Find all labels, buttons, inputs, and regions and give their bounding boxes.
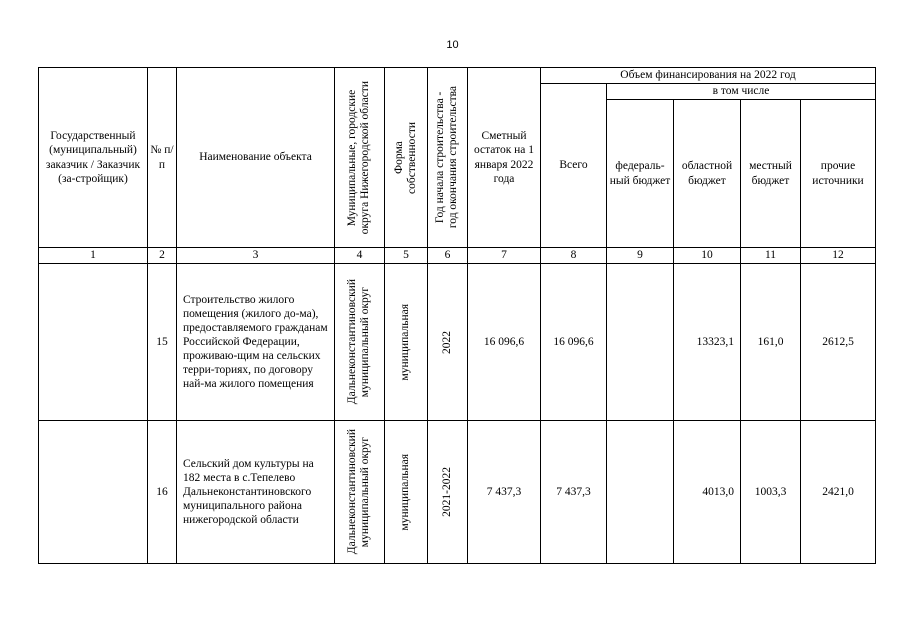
header-municipality-line1: Муниципальные, городские — [346, 89, 359, 226]
column-index: 4 — [335, 248, 385, 264]
column-index: 8 — [541, 248, 607, 264]
page-number: 10 — [446, 39, 459, 51]
header-local: местный бюджет — [741, 100, 801, 248]
cell-num: 16 — [148, 421, 177, 564]
cell-ownership-text: муниципальная — [399, 453, 412, 531]
column-index: 7 — [468, 248, 541, 264]
column-index: 2 — [148, 248, 177, 264]
column-index: 3 — [177, 248, 335, 264]
header-years-line2: год окончания строительства — [447, 86, 460, 229]
cell-customer — [39, 264, 148, 421]
cell-customer — [39, 421, 148, 564]
cell-years-text: 2022 — [440, 330, 453, 354]
header-municipality — [335, 68, 385, 248]
column-index: 10 — [674, 248, 741, 264]
header-federal: федераль-ный бюджет — [607, 100, 674, 248]
header-object-name: Наименование объекта — [177, 68, 335, 248]
cell-num: 15 — [148, 264, 177, 421]
cell-ownership — [385, 421, 428, 564]
cell-years — [428, 421, 468, 564]
cell-object-name: Сельский дом культуры на 182 места в с.Тепелево Дальнеконстантиновского муниципального района нижегородской области — [177, 421, 335, 564]
table-row — [39, 264, 876, 421]
cell-local: 161,0 — [741, 264, 801, 421]
header-total: Всего — [541, 84, 607, 248]
header-municipality-line2: округа Нижегородской области — [359, 80, 372, 235]
cell-other: 2421,0 — [801, 421, 876, 564]
cell-estimated-balance: 7 437,3 — [468, 421, 541, 564]
column-index: 6 — [428, 248, 468, 264]
cell-municipality-line2: муниципальный округ — [359, 436, 372, 548]
cell-ownership-text: муниципальная — [399, 303, 412, 381]
header-ownership — [385, 68, 428, 248]
header-customer: Государственный (муниципальный) заказчик / Заказчик (за-стройщик) — [39, 68, 148, 248]
cell-total: 7 437,3 — [541, 421, 607, 564]
header-years — [428, 68, 468, 248]
column-index: 12 — [801, 248, 876, 264]
column-index: 11 — [741, 248, 801, 264]
cell-municipality-line1: Дальнеконстантиновский — [346, 429, 359, 555]
header-ownership-line2: собственности — [406, 121, 418, 194]
cell-regional: 4013,0 — [674, 421, 741, 564]
header-regional: областной бюджет — [674, 100, 741, 248]
column-index: 9 — [607, 248, 674, 264]
cell-years — [428, 264, 468, 421]
column-index: 1 — [39, 248, 148, 264]
cell-total: 16 096,6 — [541, 264, 607, 421]
investment-table — [38, 67, 876, 564]
cell-municipality — [335, 264, 385, 421]
header-including: в том числе — [607, 84, 876, 100]
column-index-row — [39, 248, 876, 264]
header-ownership-line1: Форма — [392, 141, 405, 174]
cell-federal — [607, 264, 674, 421]
table-row — [39, 421, 876, 564]
cell-municipality — [335, 421, 385, 564]
cell-object-name: Строительство жилого помещения (жилого до-ма), предоставляемого гражданам Российской Федерации, проживаю-щим на сельских терри-ториях, по договору най-ма жилого помещения — [177, 264, 335, 421]
header-other: прочие источники — [801, 100, 876, 248]
header-estimated-balance: Сметный остаток на 1 января 2022 года — [468, 68, 541, 248]
cell-other: 2612,5 — [801, 264, 876, 421]
cell-municipality-line2: муниципальный округ — [359, 286, 372, 398]
cell-regional: 13323,1 — [674, 264, 741, 421]
cell-ownership — [385, 264, 428, 421]
cell-estimated-balance: 16 096,6 — [468, 264, 541, 421]
header-years-line1: Год начала строительства - — [434, 91, 447, 224]
cell-years-text: 2021-2022 — [440, 467, 453, 517]
column-index: 5 — [385, 248, 428, 264]
cell-federal — [607, 421, 674, 564]
header-num: № п/п — [148, 68, 177, 248]
cell-municipality-line1: Дальнеконстантиновский — [346, 279, 359, 405]
header-funding-total: Объем финансирования на 2022 год — [541, 68, 876, 84]
cell-local: 1003,3 — [741, 421, 801, 564]
